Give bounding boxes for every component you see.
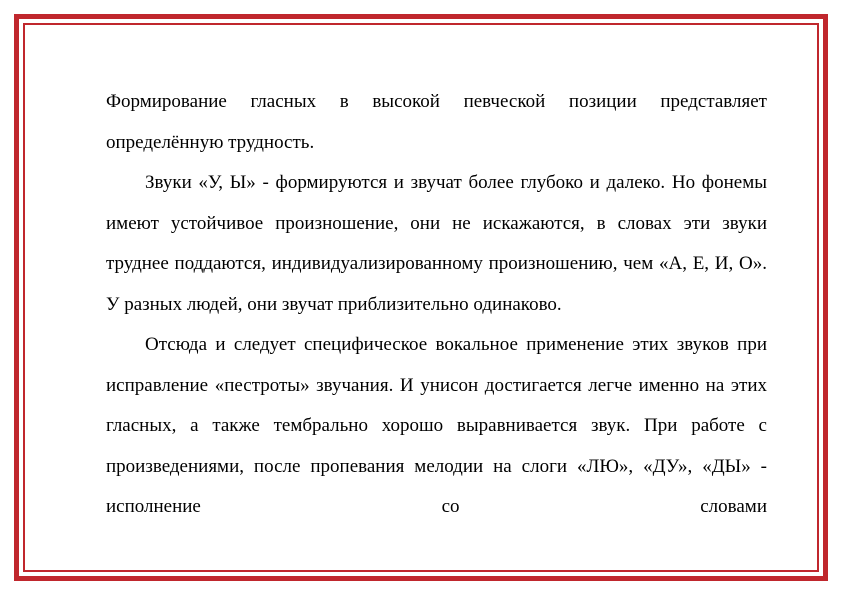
paragraph-1: Формирование гласных в высокой певческой позиции представляет определённую трудность. <box>106 91 767 153</box>
paragraph-3: Отсюда и следует специфическое вокальное применение этих звуков при исправление «пестроты» звучания. И унисон достигается легче именно на этих гласных, а также тембрально хорошо выравнивается звук. При работе с произведениями, после пропевания мелодии на слоги «ЛЮ», «ДУ», «ДЫ» - исполнение со словами <box>106 334 767 517</box>
slide-text-block <box>106 82 767 528</box>
paragraph-2: Звуки «У, Ы» - формируются и звучат более глубоко и далеко. Но фонемы имеют устойчивое произношение, они не искажаются, в словах эти звуки труднее поддаются, индивидуализированному произношению, чем «А, Е, И, О». У разных людей, они звучат приблизительно одинаково. <box>106 172 767 315</box>
